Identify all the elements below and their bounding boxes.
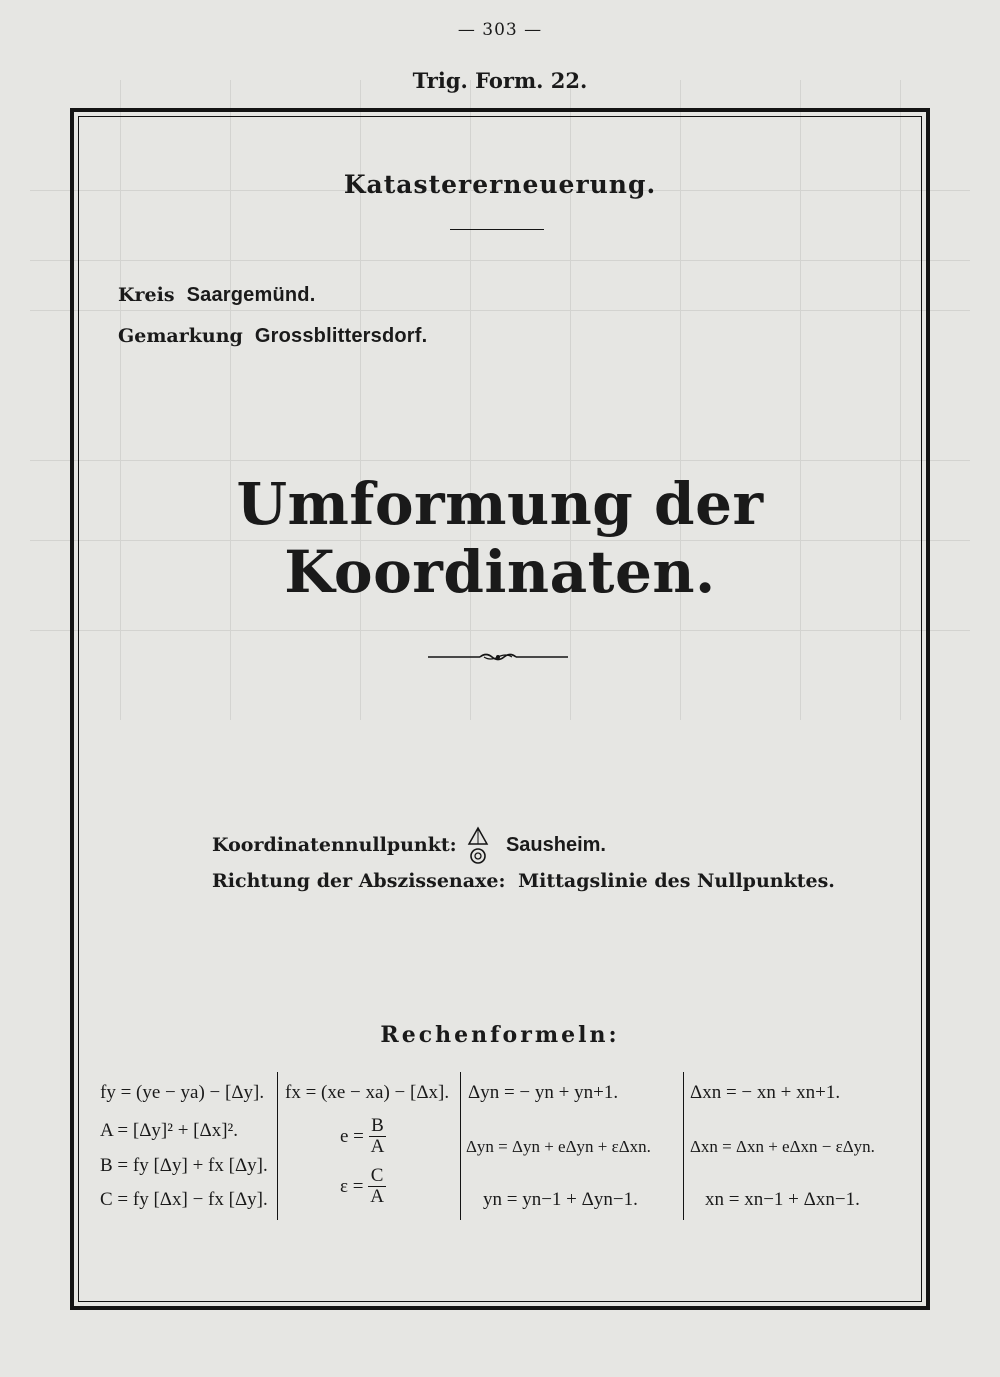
main-title: Umformung der Koordinaten.	[236, 470, 764, 606]
formula-dx-transformed: Δxn = Δxn + eΔxn − εΔyn.	[690, 1137, 875, 1156]
formula-fy: fy = (ye − ya) − [Δy].	[100, 1082, 265, 1103]
formula-epsilon	[340, 1166, 386, 1207]
formula-divider	[683, 1072, 684, 1220]
section-title: Katastererneuerung.	[343, 170, 657, 199]
form-label: Trig. Form. 22.	[412, 68, 588, 93]
formula-e	[340, 1116, 386, 1157]
formula-b: B = fy [Δy] + fx [Δy].	[100, 1155, 268, 1176]
page-number: — 303 —	[457, 20, 543, 40]
origin-line	[212, 826, 606, 866]
origin-label: Koordinatennullpunkt:	[212, 834, 457, 856]
title-rule	[450, 229, 544, 230]
kreis-label: Kreis	[118, 284, 175, 306]
formula-epsilon-numerator: C	[368, 1166, 386, 1187]
formula-e-label: e =	[340, 1125, 364, 1147]
formula-divider	[460, 1072, 461, 1220]
formula-c: C = fy [Δx] − fx [Δy].	[100, 1189, 268, 1210]
kreis-line	[118, 284, 315, 307]
direction-line	[212, 870, 835, 892]
origin-value: Sausheim.	[505, 834, 606, 856]
formula-dy-transformed: Δyn = Δyn + eΔyn + εΔxn.	[466, 1137, 651, 1156]
formula-e-fraction	[369, 1116, 387, 1157]
direction-label: Richtung der Abszissenaxe:	[212, 870, 506, 892]
formula-epsilon-fraction	[368, 1166, 386, 1207]
formula-dy-local: Δyn = − yn + yn+1.	[468, 1082, 619, 1103]
gemarkung-line	[118, 325, 427, 348]
formula-dx-local: Δxn = − xn + xn+1.	[690, 1082, 841, 1103]
formula-y-sum: yn = yn−1 + Δyn−1.	[483, 1189, 638, 1210]
formulas-title: Rechenformeln:	[380, 1022, 620, 1048]
ornament-divider	[428, 650, 568, 664]
direction-value: Mittagslinie des Nullpunktes.	[518, 870, 835, 892]
formula-e-denominator: A	[370, 1136, 385, 1157]
kreis-value: Saargemünd.	[186, 284, 316, 306]
gemarkung-label: Gemarkung	[118, 325, 243, 347]
formula-fx: fx = (xe − xa) − [Δx].	[285, 1082, 450, 1103]
formula-x-sum: xn = xn−1 + Δxn−1.	[705, 1189, 860, 1210]
formula-divider	[277, 1072, 278, 1220]
trig-point-symbol-icon	[467, 826, 489, 866]
formula-a: A = [Δy]² + [Δx]².	[100, 1120, 238, 1141]
formula-e-numerator: B	[369, 1116, 387, 1137]
gemarkung-value: Grossblittersdorf.	[254, 325, 428, 347]
formula-epsilon-label: ε =	[340, 1175, 364, 1197]
formula-epsilon-denominator: A	[370, 1186, 384, 1207]
